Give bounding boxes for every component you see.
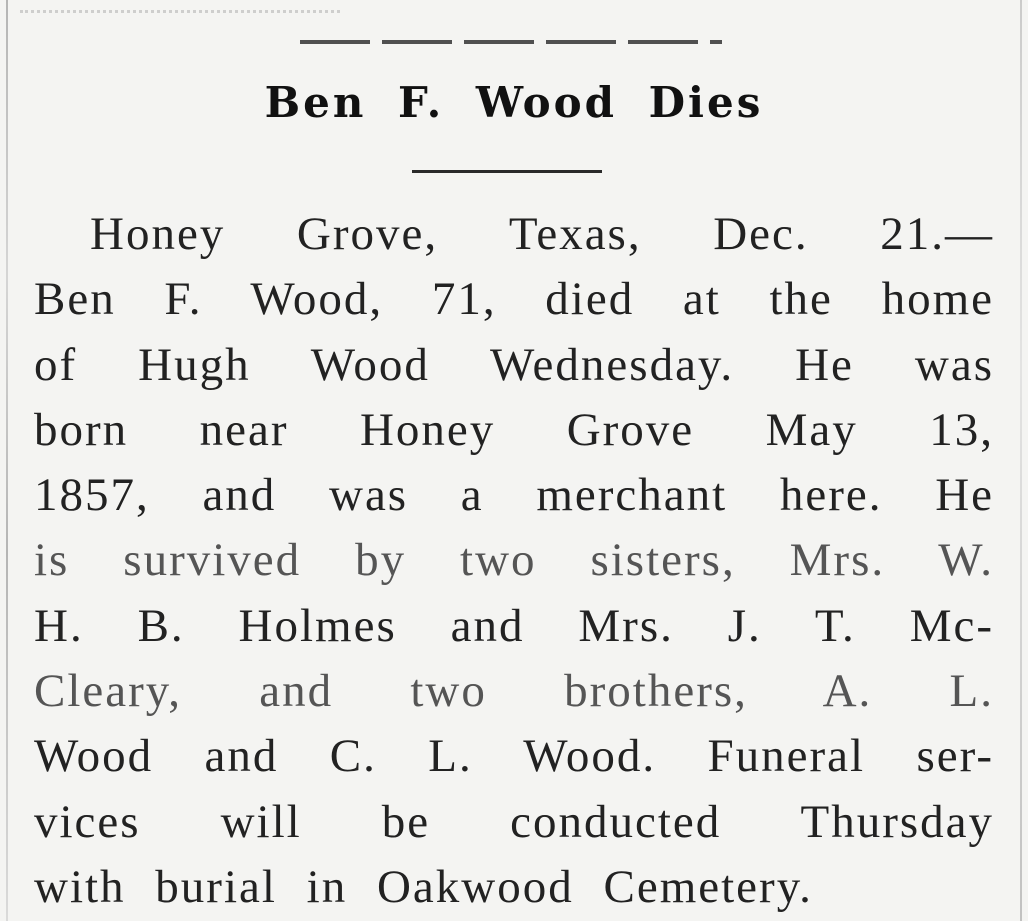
article-line: with burial in Oakwood Cemetery.	[34, 860, 813, 913]
article-line: born near Honey Grove May 13,	[34, 403, 994, 456]
column-edge-right	[1020, 0, 1022, 921]
previous-article-fragment	[20, 0, 340, 13]
section-divider	[300, 40, 722, 44]
article-line: vices will be conducted Thursday	[34, 795, 994, 848]
article-body	[34, 202, 994, 920]
article-line: 1857, and was a merchant here. He	[34, 469, 994, 522]
article-line: H. B. Holmes and Mrs. J. T. Mc-	[34, 599, 994, 652]
article-line: of Hugh Wood Wednesday. He was	[34, 338, 994, 391]
article-line: Honey Grove, Texas, Dec. 21.—	[90, 208, 994, 260]
article-line: Cleary, and two brothers, A. L.	[34, 665, 994, 718]
column-edge-left	[6, 0, 8, 921]
article-line: Wood and C. L. Wood. Funeral ser-	[34, 730, 994, 783]
article-line: Ben F. Wood, 71, died at the home	[34, 273, 994, 326]
headline-rule	[412, 170, 602, 173]
article-line: is survived by two sisters, Mrs. W.	[34, 534, 994, 587]
headline: Ben F. Wood Dies	[264, 78, 764, 127]
